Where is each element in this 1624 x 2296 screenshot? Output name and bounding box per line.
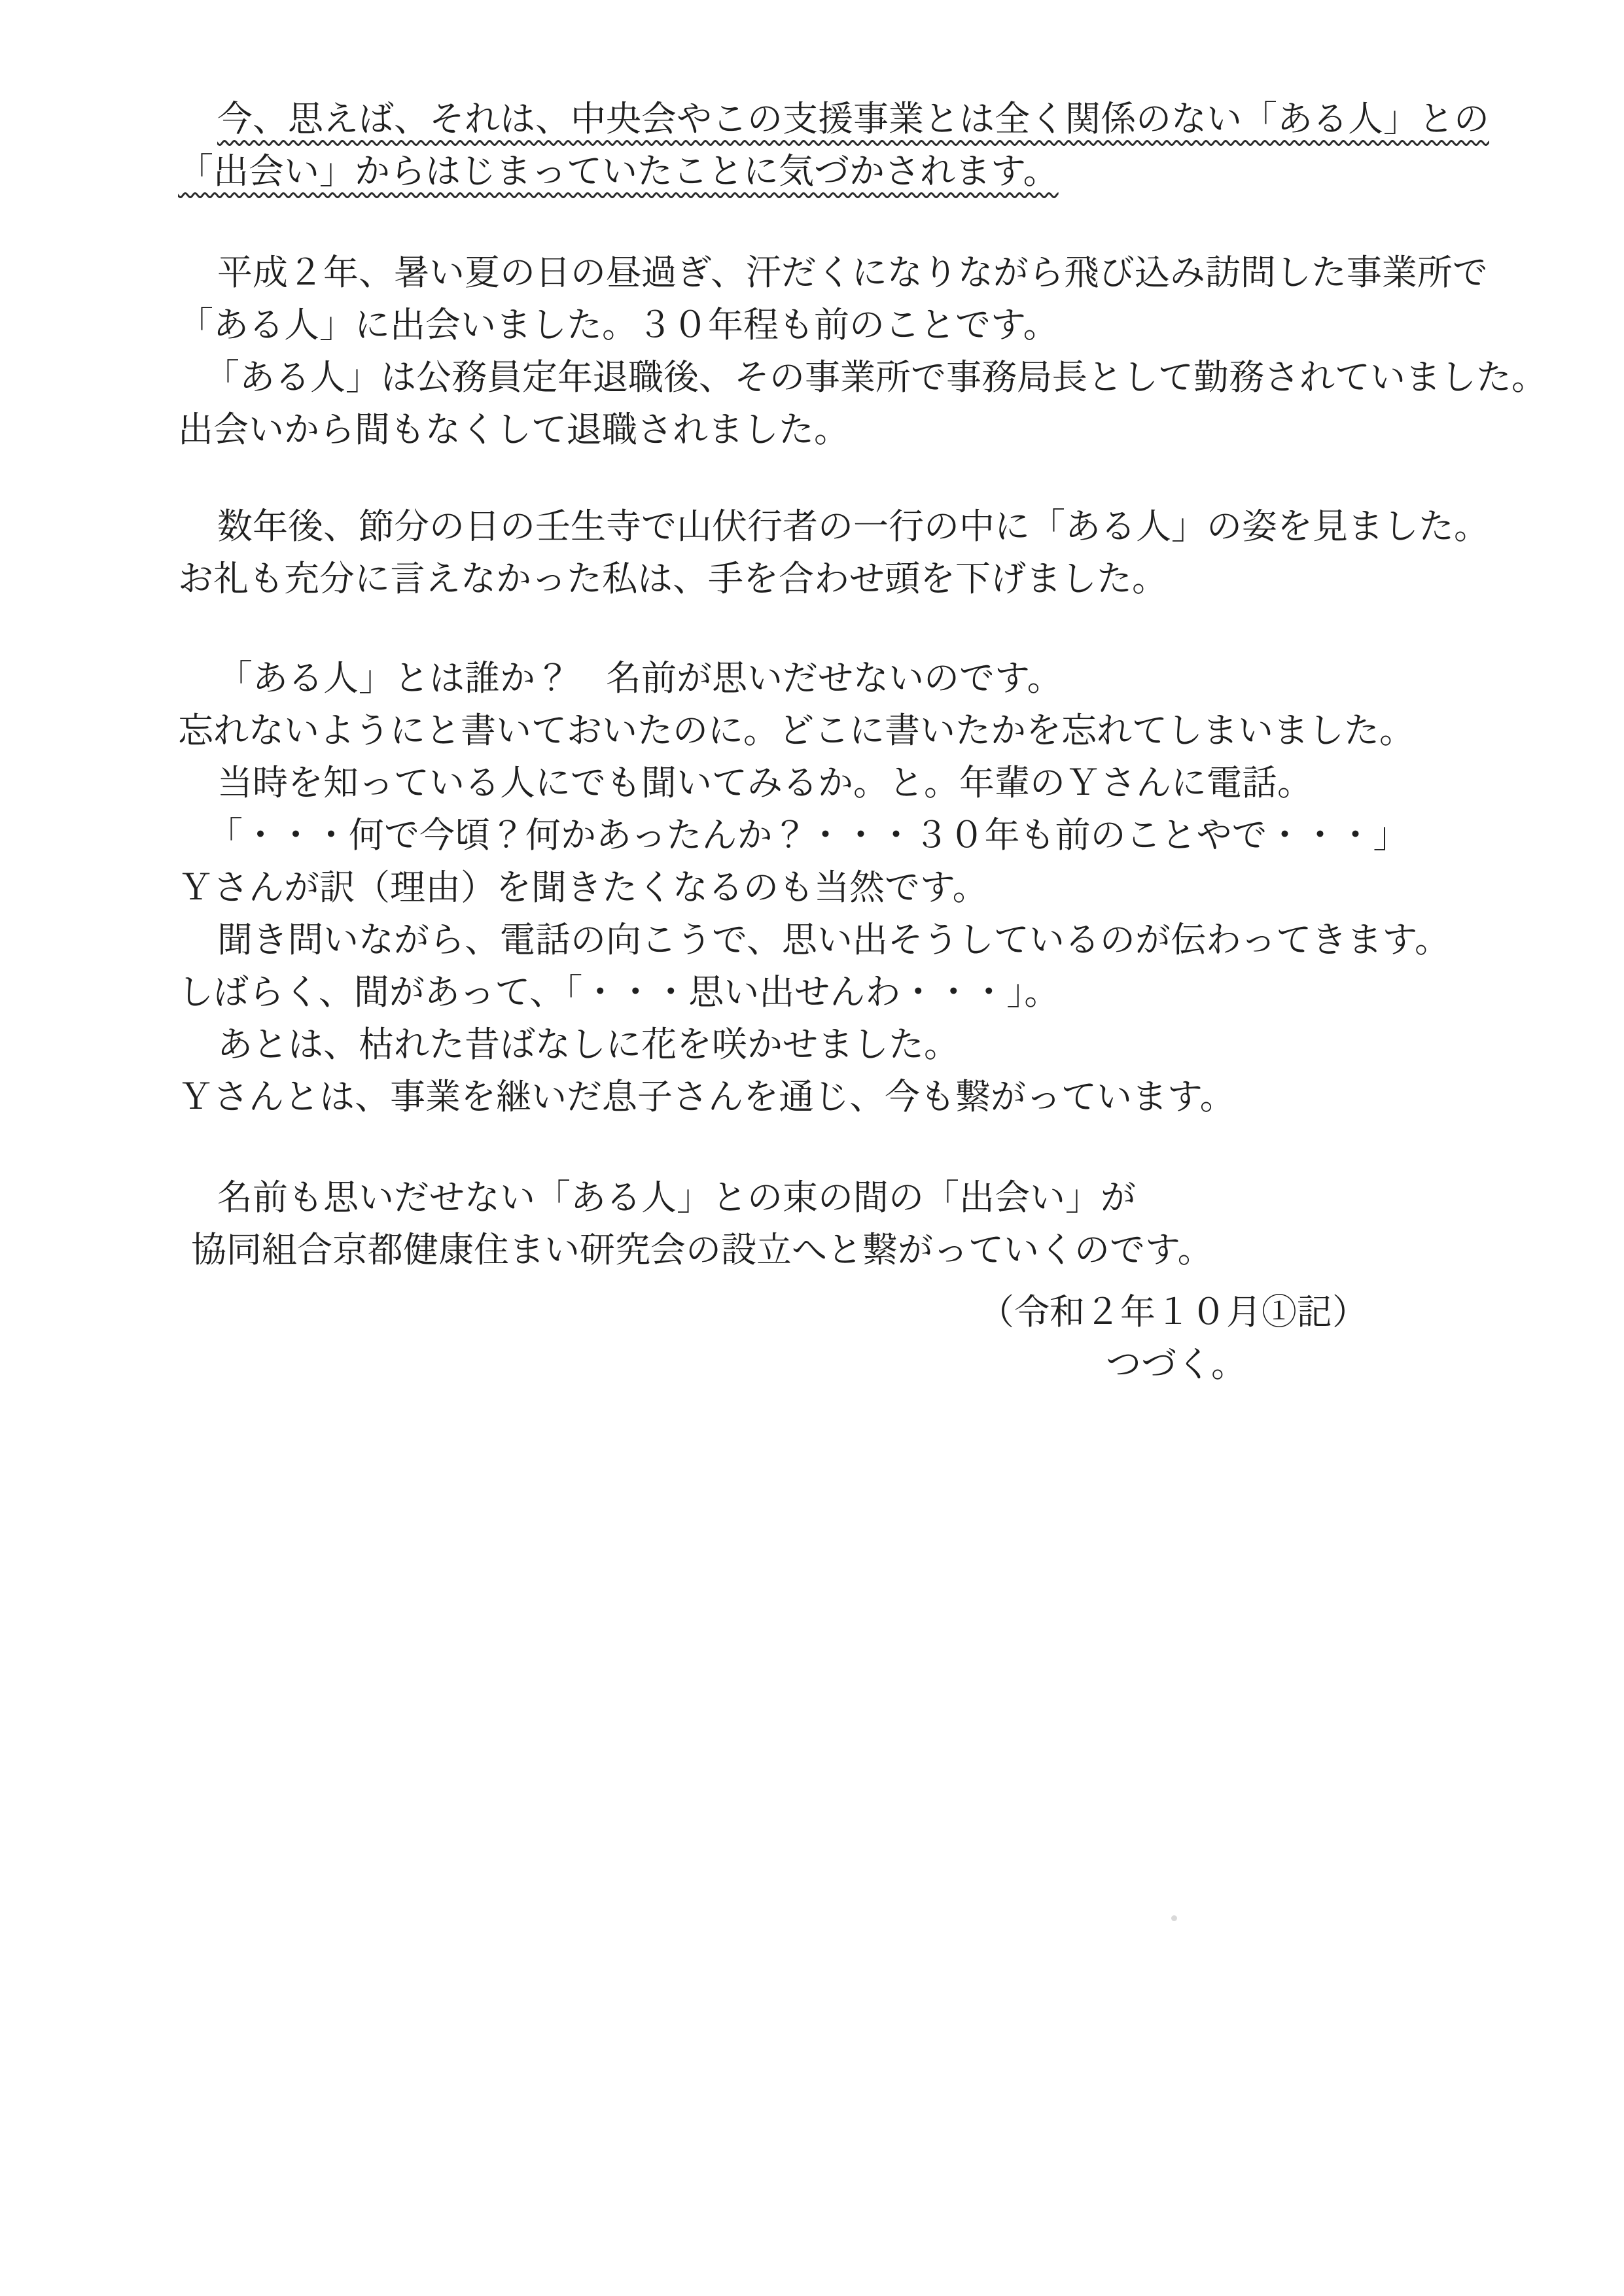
text-line: あとは、枯れた昔ばなしに花を咲かせました。 [217,1025,959,1064]
text-line: しばらく、間があって、「・・・思い出せんわ・・・」。 [178,973,1060,1012]
text-line: 「ある人」に出会いました。３０年程も前のことです。 [178,305,1059,345]
text-line: Ｙさんとは、事業を継いだ息子さんを通じ、今も繋がっています。 [178,1077,1235,1117]
text-line: つづく。 [1106,1345,1246,1384]
text-line: 当時を知っている人にでも聞いてみるか。と。年輩のＹさんに電話。 [217,763,1313,803]
text-line: 「・・・何で今頃？何かあったんか？・・・３０年も前のことやで・・・」 [207,816,1409,855]
underlined-text-line: 「出会い」からはじまっていたことに気づかされます。 [178,152,1059,191]
scan-noise-speck [1171,1915,1177,1921]
text-line: 数年後、節分の日の壬生寺で山伏行者の一行の中に「ある人」の姿を見ました。 [217,507,1489,546]
text-line: 忘れないようにと書いておいたのに。どこに書いたかを忘れてしまいました。 [178,711,1415,750]
text-line: 「ある人」とは誰か？ 名前が思いだせないのです。 [217,659,1063,698]
text-line: 「ある人」は公務員定年退職後、その事業所で事務局長として勤務されていました。 [204,358,1547,397]
text-line: 協同組合京都健康住まい研究会の設立へと繋がっていくのです。 [191,1230,1213,1270]
text-line: 聞き問いながら、電話の向こうで、思い出そうしているのが伝わってきます。 [217,920,1451,960]
text-line: Ｙさんが訳（理由）を聞きたくなるのも当然です。 [178,868,988,907]
text-line: （令和２年１０月①記） [979,1293,1368,1332]
text-line: 平成２年、暑い夏の日の昼過ぎ、汗だくになりながら飛び込み訪問した事業所で [217,253,1488,292]
underlined-text-line: 今、思えば、それは、中央会やこの支援事業とは全く関係のない「ある人」との [217,99,1489,139]
text-line: 名前も思いだせない「ある人」との束の間の「出会い」が [217,1178,1136,1217]
text-line: 出会いから間もなくして退職されました。 [178,410,849,449]
text-line: お礼も充分に言えなかった私は、手を合わせ頭を下げました。 [178,559,1167,599]
